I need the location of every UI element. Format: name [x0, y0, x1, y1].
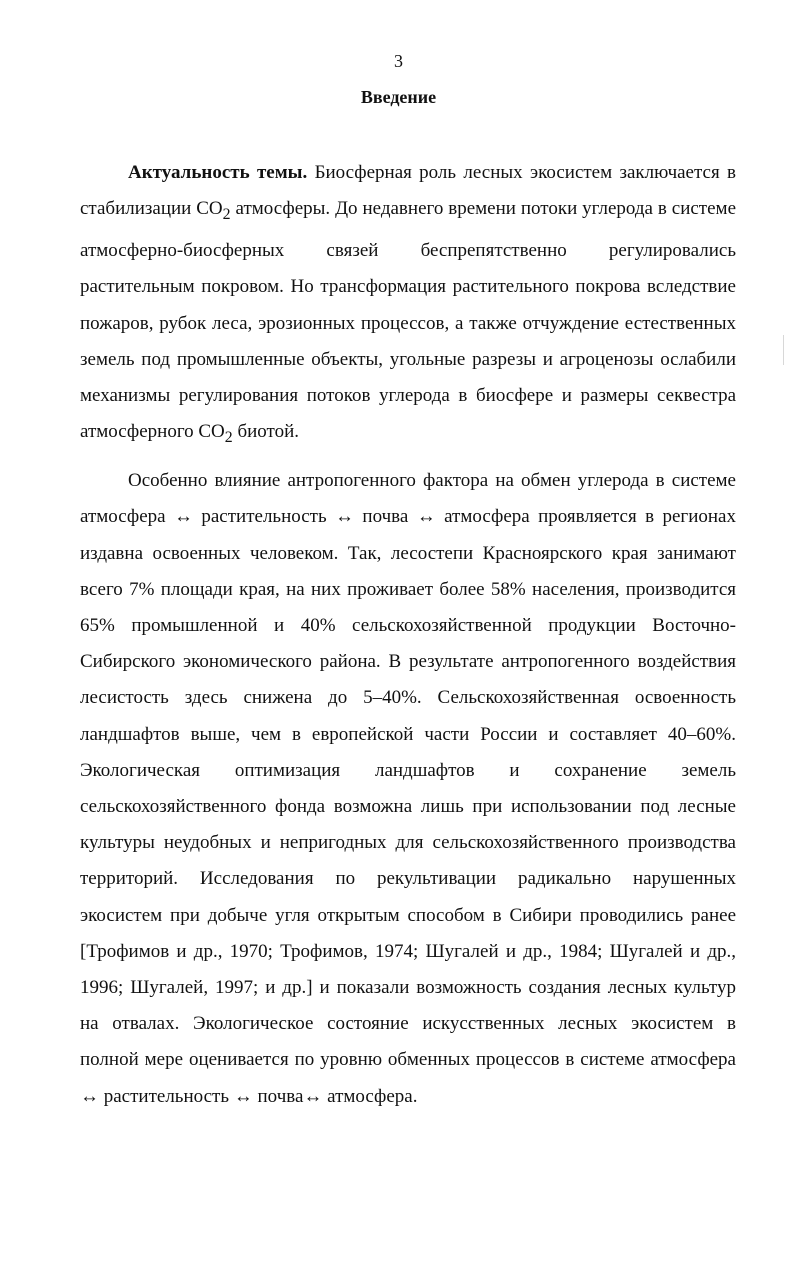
subscript: 2 [222, 206, 231, 223]
page-number: 3 [394, 51, 403, 71]
paragraph-anthropogenic: Особенно влияние антропогенного фактора на обмен углерода в системе атмосфера ↔ растительность ↔ почва ↔ атмосфера проявляется в регионах издавна освоенных человеком. Так, лесостепи Красноярского края занимают всего 7% площади края, на них проживает более 58% населения, производится 65% промышленной и 40% сельскохозяйственной продукции Восточно-Сибирского экономического района. В результате антропогенного воздействия лесистость здесь снижена до 5–40%. Сельскохозяйственная освоенность ландшафтов выше, чем в европейской части России и составляет 40–60%. Экологическая оптимизация ландшафтов и сохранение земель сельскохозяйственного фонда возможна лишь при использовании под лесные культуры неудобных и непригодных для сельскохозяйственного производства территорий. Исследования по рекультивации радикально нарушенных экосистем при добыче угля открытым способом в Сибири проводились ранее [Трофимов и др., 1970; Трофимов, 1974; Шугалей и др., 1984; Шугалей и др., 1996; Шугалей, 1997; и др.] и показали возможность создания лесных культур на отвалах. Экологическое состояние искусственных лесных экосистем в полной мере оценивается по уровню обменных процессов в системе атмосфера ↔ растительность ↔ почва↔ атмосфера. [80, 470, 736, 1107]
section-title: Введение [360, 87, 437, 107]
paragraph-text: биотой. [232, 421, 300, 443]
subscript: 2 [224, 429, 233, 447]
body-text [80, 155, 736, 1122]
paragraph-relevance [80, 155, 736, 456]
paragraph-text: Биосферная роль лесных экосистем заключается в стабилизации СО [80, 162, 736, 220]
margin-mark [783, 335, 784, 365]
paragraph-text: атмосферы. До недавнего времени потоки углерода в системе атмосферно-биосферных связей беспрепятственно регулировались растительным покровом. Но трансформация растительного покрова вследствие пожаров, рубок леса, эрозионных процессов, а также отчуждение естественных земель под промышленные объекты, угольные разрезы и агроценозы ослабили механизмы регулирования потоков углерода в биосфере и размеры секвестра атмосферного СО [80, 198, 736, 443]
paragraph-lead: Актуальность темы. [128, 162, 308, 183]
